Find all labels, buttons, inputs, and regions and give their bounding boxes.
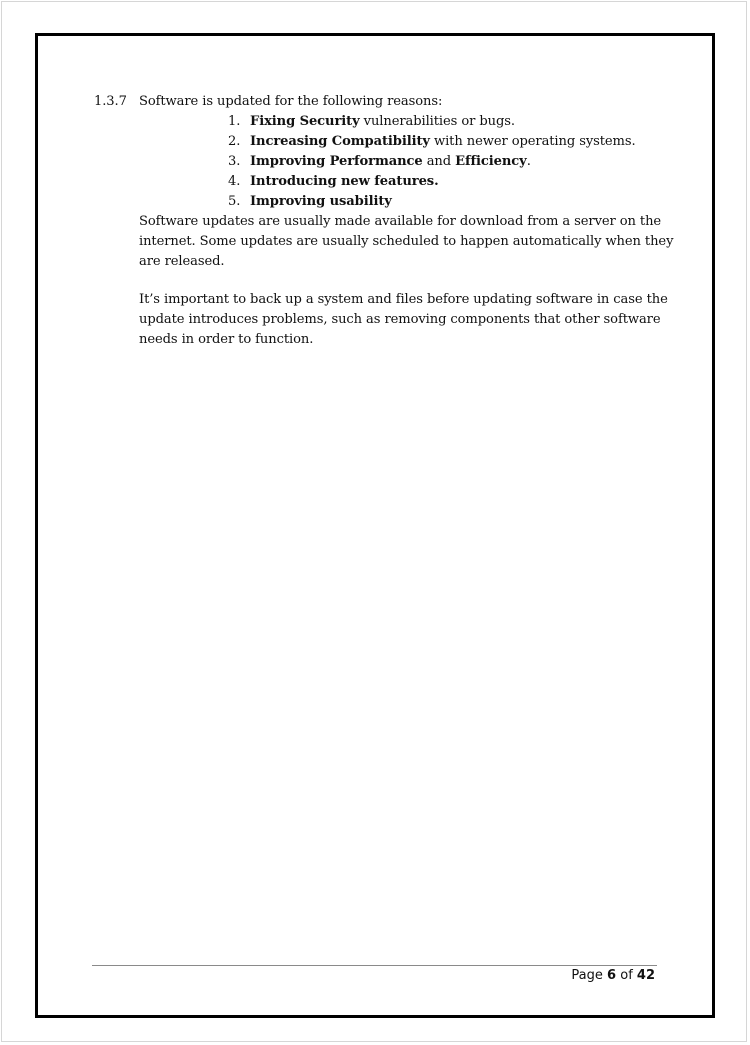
list-number: 1. — [228, 114, 241, 129]
list-item-bold: Efficiency — [455, 154, 527, 169]
paragraph-backup-advice — [139, 290, 669, 350]
reasons-list — [228, 112, 636, 212]
paragraph-line: needs in order to function. — [139, 332, 314, 347]
list-number: 5. — [228, 194, 241, 209]
list-item-text: vulnerabilities or bugs. — [359, 114, 515, 129]
total-pages-number: 42 — [636, 968, 655, 983]
section-number: 1.3.7 — [94, 94, 127, 109]
list-item — [228, 172, 636, 192]
page-word: Page — [571, 968, 603, 983]
section-heading: Software is updated for the following reasons: — [139, 94, 443, 109]
list-item-bold: Improving usability — [250, 194, 392, 209]
list-number: 4. — [228, 174, 241, 189]
list-number: 2. — [228, 134, 241, 149]
list-item-bold: Increasing Compatibility — [250, 134, 430, 149]
page-number-footer — [571, 968, 655, 983]
list-item — [228, 152, 636, 172]
paragraph-line: internet. Some updates are usually scheduled to happen automatically when they — [139, 234, 674, 249]
paragraph-line: are released. — [139, 254, 225, 269]
list-item — [228, 192, 636, 212]
list-item-text: . — [526, 154, 531, 169]
list-item-text: and — [422, 154, 456, 169]
list-item-bold: Fixing Security — [250, 114, 360, 129]
paragraph-updates-distribution — [139, 212, 674, 272]
of-word: of — [620, 968, 633, 983]
list-item-bold: Improving Performance — [250, 154, 423, 169]
current-page-number: 6 — [607, 968, 617, 983]
paragraph-line: It’s important to back up a system and files before updating software in case the — [139, 292, 668, 307]
list-number: 3. — [228, 154, 241, 169]
footer-divider — [92, 965, 657, 966]
paragraph-line: Software updates are usually made available for download from a server on the — [139, 214, 662, 229]
list-item — [228, 112, 636, 132]
list-item-text: with newer operating systems. — [429, 134, 636, 149]
list-item — [228, 132, 636, 152]
paragraph-line: update introduces problems, such as removing components that other software — [139, 312, 661, 327]
list-item-bold: Introducing new features. — [250, 174, 439, 189]
